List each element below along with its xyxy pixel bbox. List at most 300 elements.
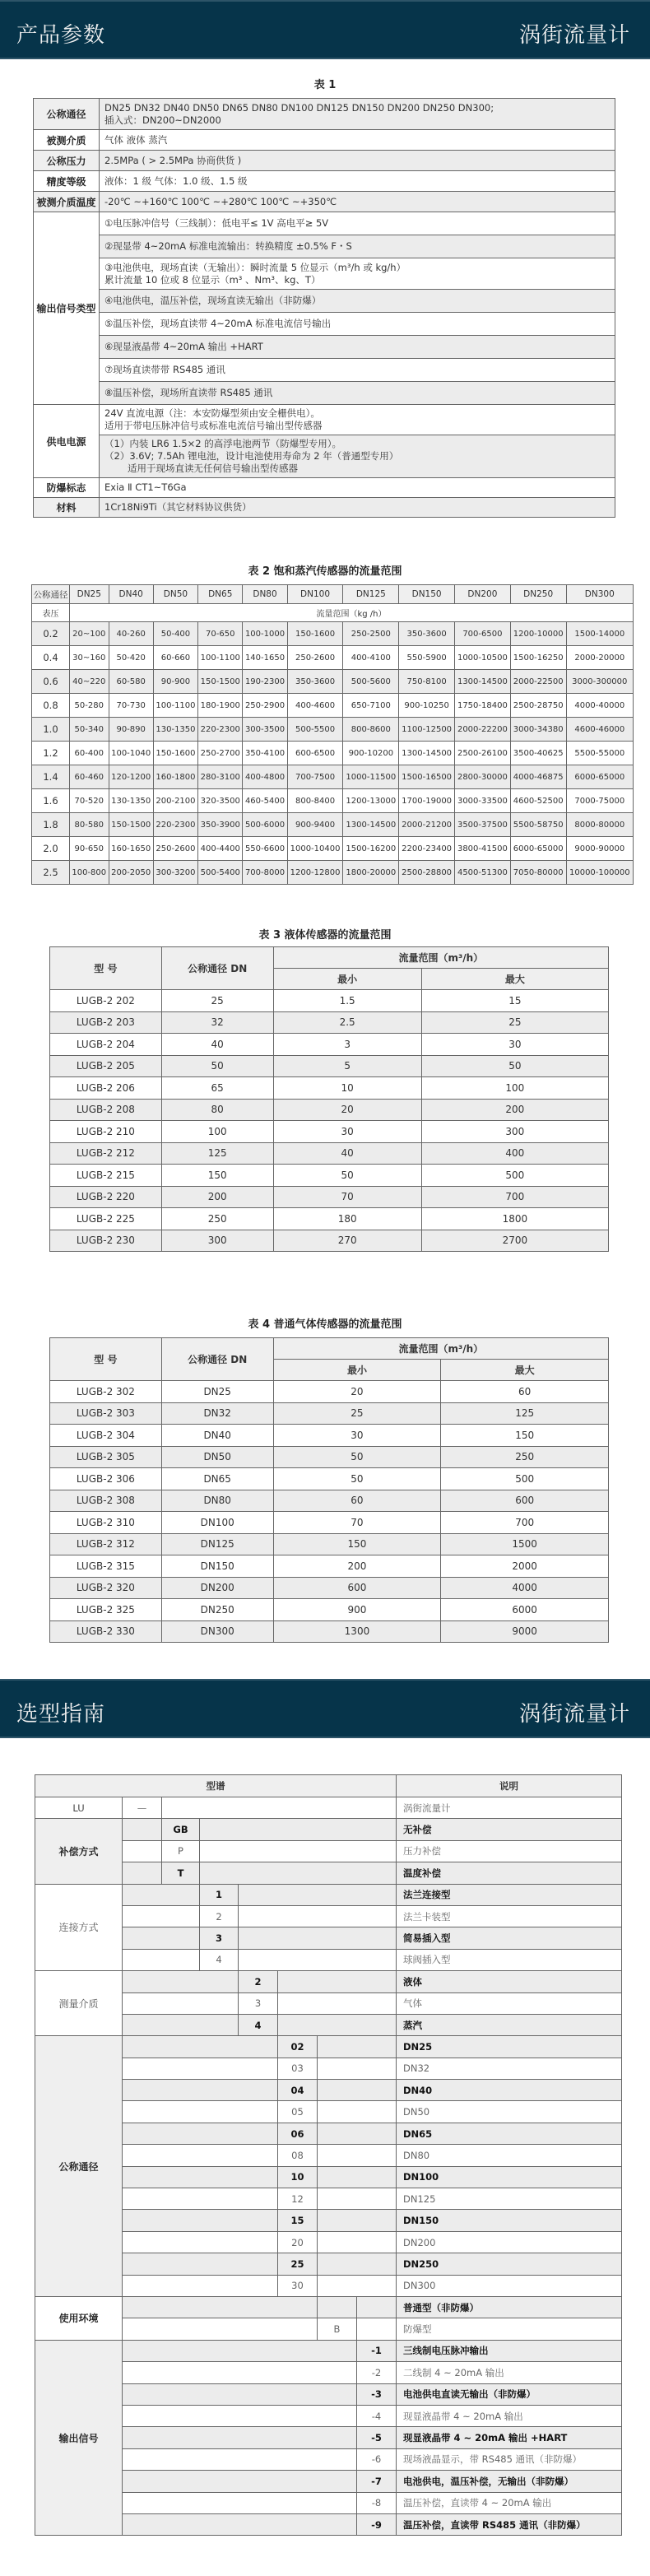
code-cell: B (318, 2318, 357, 2340)
liquid-flow-table (49, 946, 609, 1252)
dn-cell: 65 (161, 1077, 273, 1100)
spec-value: -20℃ ~+160℃ 100℃ ~+280℃ 100℃ ~+350℃ (100, 192, 615, 212)
col-model-spectrum: 型谱 (35, 1775, 397, 1797)
flow-range-cell: 160-1800 (153, 765, 197, 789)
max-cell: 60 (441, 1381, 609, 1403)
flow-range-cell: 70-730 (109, 694, 153, 718)
selection-row (35, 2123, 622, 2144)
min-cell: 70 (273, 1186, 421, 1208)
pressure-cell: 0.8 (32, 694, 70, 718)
code-cell: 2 (200, 1905, 239, 1927)
flow-range-cell: 20~100 (70, 622, 109, 646)
description-cell: 现显液晶带 4 ~ 20mA 输出 (397, 2405, 622, 2426)
selection-row (35, 2296, 622, 2318)
model-cell: LUGB-2 215 (50, 1165, 162, 1187)
table-row (50, 1165, 609, 1187)
description-cell: 三线制电压脉冲输出 (397, 2340, 622, 2361)
flow-range-cell: 90-890 (109, 718, 153, 742)
description-cell: 二线制 4 ~ 20mA 输出 (397, 2362, 622, 2383)
code-cell: GB (162, 1819, 200, 1840)
flow-range-cell: 180-1900 (198, 694, 243, 718)
table-row (50, 1208, 609, 1230)
flow-range-cell: 280-3100 (198, 765, 243, 789)
selection-row (35, 2318, 622, 2340)
flow-range-cell: 4000-46875 (510, 765, 566, 789)
selection-row (35, 2340, 622, 2361)
product-name: 涡街流量计 (518, 1702, 630, 1727)
max-cell: 600 (441, 1490, 609, 1512)
table-row (50, 1620, 609, 1643)
code-cell: -4 (357, 2405, 397, 2426)
max-cell: 700 (441, 1512, 609, 1534)
model-cell: LUGB-2 306 (50, 1468, 162, 1490)
header-dn: DN80 (243, 585, 287, 604)
max-cell: 2000 (441, 1555, 609, 1578)
flow-range-cell: 700-7500 (287, 765, 343, 789)
description-cell: DN50 (397, 2101, 622, 2123)
spec-key: 公称压力 (34, 151, 100, 171)
min-cell: 40 (273, 1142, 421, 1165)
max-cell: 150 (441, 1425, 609, 1447)
model-cell: LUGB-2 304 (50, 1425, 162, 1447)
flow-range-cell: 130-1350 (109, 789, 153, 813)
model-cell: LUGB-2 205 (50, 1055, 162, 1077)
flow-range-cell: 400-4400 (198, 837, 243, 861)
min-cell: 30 (273, 1425, 441, 1447)
model-cell: LUGB-2 325 (50, 1599, 162, 1621)
min-cell: 180 (273, 1208, 421, 1230)
pressure-cell: 1.6 (32, 789, 70, 813)
flow-range-cell: 900-10250 (399, 694, 455, 718)
description-cell: DN100 (397, 2166, 622, 2188)
flow-range-cell: 1500-16250 (510, 646, 566, 670)
table-row (50, 1446, 609, 1468)
spec-value: （1）内装 LR6 1.5×2 的高浮电池两节（防爆型专用）。 （2）3.6V; 7.5Ah 锂电池，设计电池使用寿命为 2 年（普通型专用） 适用于现场直读无任何信号输出型传感器 (100, 435, 615, 478)
header-dn: DN250 (510, 585, 566, 604)
flow-range-cell: 6000-65000 (566, 765, 633, 789)
code-cell: 06 (278, 2123, 318, 2144)
flow-range-cell: 2000-22500 (510, 670, 566, 694)
description-cell: 现场液晶显示，带 RS485 通讯（非防爆） (397, 2448, 622, 2470)
flow-range-cell: 900-9400 (287, 813, 343, 837)
table-row (32, 646, 634, 670)
table-row (50, 1533, 609, 1555)
spec-value: 24V 直流电源（注：本安防爆型须由安全栅供电）。 适用于带电压脉冲信号或标准电流信号输出型传感器 (100, 405, 615, 435)
code-cell: 25 (278, 2253, 318, 2275)
flow-range-cell: 1300-14500 (399, 742, 455, 765)
gauge-pressure-label: 表压 (32, 604, 70, 622)
flow-range-cell: 60-580 (109, 670, 153, 694)
flow-range-cell: 250-2600 (153, 837, 197, 861)
table-row (32, 861, 634, 885)
table1-caption: 表 1 (313, 79, 337, 91)
max-cell: 30 (421, 1034, 608, 1056)
description-cell: 电池供电，温压补偿，无输出（非防爆） (397, 2471, 622, 2492)
description-cell: 电池供电直读无输出（非防爆） (397, 2383, 622, 2405)
table-row (32, 789, 634, 813)
description-cell: DN300 (397, 2275, 622, 2296)
table-row (50, 1034, 609, 1056)
header-dn: DN50 (153, 585, 197, 604)
table-row (32, 765, 634, 789)
header-dn: DN40 (109, 585, 153, 604)
output-item: ⑦现场直读带带 RS485 通讯 (100, 359, 615, 382)
min-cell: 20 (273, 1381, 441, 1403)
spec-key: 防爆标志 (34, 478, 100, 498)
min-cell: 50 (273, 1446, 441, 1468)
code-cell: 15 (278, 2210, 318, 2231)
table-row (32, 837, 634, 861)
pressure-cell: 0.2 (32, 622, 70, 646)
header-nominal-diameter: 公称通径 (32, 585, 70, 604)
dn-cell: DN200 (161, 1577, 273, 1599)
selection-row (35, 2210, 622, 2231)
description-cell: 简易插入型 (397, 1927, 622, 1949)
model-cell: LUGB-2 220 (50, 1186, 162, 1208)
description-cell: 普通型（非防爆） (397, 2296, 622, 2318)
flow-range-cell: 460-5400 (243, 789, 287, 813)
flow-range-cell: 4600-52500 (510, 789, 566, 813)
table4-caption: 表 4 普通气体传感器的流量范围 (248, 1318, 402, 1331)
flow-range-cell: 100-1100 (153, 694, 197, 718)
flow-range-cell: 100-1040 (109, 742, 153, 765)
min-cell: 3 (273, 1034, 421, 1056)
spec-key: 被测介质温度 (34, 192, 100, 212)
model-cell: LUGB-2 210 (50, 1121, 162, 1143)
model-cell: LUGB-2 302 (50, 1381, 162, 1403)
section-title: 选型指南 (16, 1702, 106, 1727)
col-dn: 公称通径 DN (161, 947, 273, 990)
selection-row (35, 2492, 622, 2513)
flow-range-cell: 650-7100 (343, 694, 399, 718)
gas-flow-table (49, 1337, 609, 1643)
flow-range-cell: 6000-65000 (510, 837, 566, 861)
header-dn: DN125 (343, 585, 399, 604)
table-row (50, 1077, 609, 1100)
flow-range-cell: 40~220 (70, 670, 109, 694)
code-cell: -8 (357, 2492, 397, 2513)
flow-range-cell: 7000-75000 (566, 789, 633, 813)
spec-value: DN25 DN32 DN40 DN50 DN65 DN80 DN100 DN125 DN150 DN200 DN250 DN300; 插入式：DN200~DN2000 (100, 99, 615, 130)
flow-range-cell: 3500-40625 (510, 742, 566, 765)
col-dn: 公称通径 DN (161, 1338, 273, 1381)
flow-range-cell: 60-400 (70, 742, 109, 765)
description-cell: 无补偿 (397, 1819, 622, 1840)
flow-range-cell: 200-2100 (153, 789, 197, 813)
spec-key: 精度等级 (34, 171, 100, 192)
flow-range-cell: 80-580 (70, 813, 109, 837)
max-cell: 200 (421, 1099, 608, 1121)
selection-row (35, 1840, 622, 1862)
flow-range-cell: 150-1500 (198, 670, 243, 694)
table-row (50, 990, 609, 1012)
description-cell: DN200 (397, 2231, 622, 2253)
col-max: 最大 (421, 969, 608, 990)
min-cell: 1.5 (273, 990, 421, 1012)
flow-range-cell: 140-1650 (243, 646, 287, 670)
description-cell: 温压补偿，直读带 RS485 通讯（非防爆） (397, 2513, 622, 2535)
description-cell: 现显液晶带 4 ~ 20mA 输出 +HART (397, 2427, 622, 2448)
code-cell: 1 (200, 1884, 239, 1905)
selection-row (35, 2080, 622, 2101)
model-cell: LUGB-2 208 (50, 1099, 162, 1121)
header-dn: DN25 (70, 585, 109, 604)
col-min: 最小 (273, 1360, 441, 1381)
model-cell: LUGB-2 202 (50, 990, 162, 1012)
min-cell: 1300 (273, 1620, 441, 1643)
output-item: ④电池供电，温压补偿，现场直读无输出（非防爆） (100, 290, 615, 313)
table-row (50, 1142, 609, 1165)
dn-cell: 200 (161, 1186, 273, 1208)
code-lu: LU (35, 1797, 123, 1819)
model-cell: LUGB-2 204 (50, 1034, 162, 1056)
dn-cell: 250 (161, 1208, 273, 1230)
dn-cell: DN65 (161, 1468, 273, 1490)
dn-cell: 80 (161, 1099, 273, 1121)
output-item: ①电压脉冲信号（三线制）：低电平≤ 1V 高电平≥ 5V (100, 212, 615, 235)
flow-range-cell: 50-400 (153, 622, 197, 646)
table-row (50, 1055, 609, 1077)
table-row (32, 622, 634, 646)
min-cell: 50 (273, 1165, 421, 1187)
flow-range-cell: 5500-58750 (510, 813, 566, 837)
col-max: 最大 (441, 1360, 609, 1381)
flow-range-cell: 2500-28750 (510, 694, 566, 718)
flow-range-cell: 1200-12800 (287, 861, 343, 885)
table-row (50, 1577, 609, 1599)
min-cell: 50 (273, 1468, 441, 1490)
min-cell: 20 (273, 1099, 421, 1121)
dn-cell: DN300 (161, 1620, 273, 1643)
max-cell: 25 (421, 1011, 608, 1034)
description-cell: DN65 (397, 2123, 622, 2144)
table-row (32, 813, 634, 837)
section-banner-selection (0, 1679, 650, 1738)
flow-range-cell: 250-2500 (343, 622, 399, 646)
flow-range-cell: 3000-33500 (455, 789, 511, 813)
selection-row (35, 2513, 622, 2535)
flow-range-cell: 70-650 (198, 622, 243, 646)
output-item: ③电池供电，现场直读（无输出）：瞬时流量 5 位显示（m³/h 或 kg/h） 累计流量 10 位或 8 位显示（m³ 、Nm³、kg、T） (100, 258, 615, 290)
selection-row (35, 2058, 622, 2079)
flow-range-cell: 1500-16500 (399, 765, 455, 789)
flow-range-cell: 50-420 (109, 646, 153, 670)
flow-range-cell: 400-4800 (243, 765, 287, 789)
group-label: 公称通径 (35, 2036, 123, 2297)
max-cell: 6000 (441, 1599, 609, 1621)
flow-range-cell: 750-8100 (399, 670, 455, 694)
flow-range-cell: 100-800 (70, 861, 109, 885)
code-cell: 2 (239, 1971, 278, 1992)
flow-range-cell: 90-900 (153, 670, 197, 694)
min-cell: 30 (273, 1121, 421, 1143)
code-cell: 02 (278, 2036, 318, 2058)
flow-range-cell: 800-8400 (287, 789, 343, 813)
code-cell: 08 (278, 2145, 318, 2166)
header-dn: DN100 (287, 585, 343, 604)
steam-flow-table (31, 584, 634, 885)
max-cell: 250 (441, 1446, 609, 1468)
header-dn: DN200 (455, 585, 511, 604)
flow-range-label: 流量范围（kg /h） (70, 604, 634, 622)
max-cell: 50 (421, 1055, 608, 1077)
flow-range-cell: 2500-28800 (399, 861, 455, 885)
selection-row (35, 1927, 622, 1949)
table-row (50, 1490, 609, 1512)
flow-range-cell: 220-2300 (153, 813, 197, 837)
table2-caption: 表 2 饱和蒸汽传感器的流量范围 (248, 565, 402, 578)
flow-range-cell: 300-3500 (243, 718, 287, 742)
description-cell: 蒸汽 (397, 2014, 622, 2035)
flow-range-cell: 90-650 (70, 837, 109, 861)
selection-row (35, 1949, 622, 1970)
table-row (32, 718, 634, 742)
flow-range-cell: 160-1650 (109, 837, 153, 861)
code-cell: 3 (200, 1927, 239, 1949)
flow-range-cell: 500-5400 (198, 861, 243, 885)
flow-range-cell: 1200-10000 (510, 622, 566, 646)
flow-range-cell: 100-1100 (198, 646, 243, 670)
max-cell: 15 (421, 990, 608, 1012)
flow-range-cell: 120-1200 (109, 765, 153, 789)
description-cell: 温压补偿，直读带 4 ~ 20mA 输出 (397, 2492, 622, 2513)
pressure-cell: 0.6 (32, 670, 70, 694)
flow-range-cell: 350-3600 (399, 622, 455, 646)
flow-range-cell: 4600-46000 (566, 718, 633, 742)
selection-row (35, 2014, 622, 2035)
code-cell: -3 (357, 2383, 397, 2405)
description-cell: DN40 (397, 2080, 622, 2101)
flow-range-cell: 7050-80000 (510, 861, 566, 885)
min-cell: 70 (273, 1512, 441, 1534)
header-dn: DN300 (566, 585, 633, 604)
table-row (50, 1099, 609, 1121)
flow-range-cell: 500-5600 (343, 670, 399, 694)
selection-row (35, 2275, 622, 2296)
flow-range-cell: 200-2050 (109, 861, 153, 885)
flow-range-cell: 50-340 (70, 718, 109, 742)
selection-row (35, 2383, 622, 2405)
code-cell: 05 (278, 2101, 318, 2123)
max-cell: 125 (441, 1402, 609, 1425)
flow-range-cell: 8000-80000 (566, 813, 633, 837)
flow-range-cell: 1800-20000 (343, 861, 399, 885)
dn-cell: DN250 (161, 1599, 273, 1621)
flow-range-cell: 2000-22200 (455, 718, 511, 742)
model-cell: LUGB-2 305 (50, 1446, 162, 1468)
code-cell: -2 (357, 2362, 397, 2383)
flow-range-cell: 3800-41500 (455, 837, 511, 861)
flow-range-cell: 3000-300000 (566, 670, 633, 694)
flow-range-cell: 220-2300 (198, 718, 243, 742)
code-cell: 4 (200, 1949, 239, 1970)
group-label: 输出信号 (35, 2340, 123, 2536)
flow-range-cell: 900-10200 (343, 742, 399, 765)
output-item: ⑤温压补偿，现场直读带 4~20mA 标准电流信号输出 (100, 313, 615, 336)
table-row (50, 1599, 609, 1621)
dn-cell: DN25 (161, 1381, 273, 1403)
flow-range-cell: 150-1600 (153, 742, 197, 765)
flow-range-cell: 4500-51300 (455, 861, 511, 885)
header-dn: DN150 (399, 585, 455, 604)
output-item: ⑧温压补偿，现场所直读带 RS485 通讯 (100, 382, 615, 405)
min-cell: 25 (273, 1402, 441, 1425)
flow-range-cell: 9000-90000 (566, 837, 633, 861)
model-cell: LUGB-2 206 (50, 1077, 162, 1100)
table-row (50, 1468, 609, 1490)
model-cell: LUGB-2 315 (50, 1555, 162, 1578)
pressure-cell: 2.0 (32, 837, 70, 861)
flow-range-cell: 350-4100 (243, 742, 287, 765)
flow-range-cell: 350-3900 (198, 813, 243, 837)
flow-range-cell: 1700-19000 (399, 789, 455, 813)
code-cell: 20 (278, 2231, 318, 2253)
dn-cell: 25 (161, 990, 273, 1012)
flow-range-cell: 250-2600 (287, 646, 343, 670)
selection-row (35, 2166, 622, 2188)
col-range: 流量范围（m³/h） (273, 1338, 608, 1360)
max-cell: 9000 (441, 1620, 609, 1643)
spec-key: 供电电源 (34, 405, 100, 478)
description-cell: DN25 (397, 2036, 622, 2058)
spec-key: 公称通径 (34, 99, 100, 130)
code-cell: 10 (278, 2166, 318, 2188)
flow-range-cell: 150-1500 (109, 813, 153, 837)
section-title: 产品参数 (16, 23, 106, 48)
flow-range-cell: 320-3500 (198, 789, 243, 813)
code-cell: 3 (239, 1992, 278, 2014)
description-cell: 液体 (397, 1971, 622, 1992)
pressure-cell: 1.8 (32, 813, 70, 837)
table-row (50, 1555, 609, 1578)
spec-key: 材料 (34, 498, 100, 518)
flow-range-cell: 1500-14000 (566, 622, 633, 646)
description-cell: DN80 (397, 2145, 622, 2166)
min-cell: 2.5 (273, 1011, 421, 1034)
flow-range-cell: 4000-40000 (566, 694, 633, 718)
flow-range-cell: 150-1600 (287, 622, 343, 646)
product-name: 涡街流量计 (518, 23, 630, 48)
flow-range-cell: 70-520 (70, 789, 109, 813)
spec-value: 2.5MPa ( > 2.5MPa 协商供货 ) (100, 151, 615, 171)
dn-cell: 150 (161, 1165, 273, 1187)
dn-cell: 50 (161, 1055, 273, 1077)
flow-range-cell: 2000-20000 (566, 646, 633, 670)
spec-value: 气体 液体 蒸汽 (100, 130, 615, 151)
code-cell: 4 (239, 2014, 278, 2035)
code-cell: T (162, 1862, 200, 1884)
flow-range-cell: 400-4600 (287, 694, 343, 718)
code-cell: P (162, 1840, 200, 1862)
model-cell: LUGB-2 310 (50, 1512, 162, 1534)
description-cell: DN250 (397, 2253, 622, 2275)
flow-range-cell: 100-1000 (243, 622, 287, 646)
table-row (32, 742, 634, 765)
flow-range-cell: 1300-14500 (343, 813, 399, 837)
selection-row (35, 2036, 622, 2058)
group-label: 测量介质 (35, 1971, 123, 2036)
min-cell: 900 (273, 1599, 441, 1621)
flow-range-cell: 400-4100 (343, 646, 399, 670)
flow-range-cell: 60-460 (70, 765, 109, 789)
selection-row (35, 2231, 622, 2253)
min-cell: 270 (273, 1230, 421, 1252)
min-cell: 600 (273, 1577, 441, 1599)
flow-range-cell: 60-660 (153, 646, 197, 670)
dn-cell: 40 (161, 1034, 273, 1056)
max-cell: 500 (421, 1165, 608, 1187)
flow-range-cell: 300-3200 (153, 861, 197, 885)
